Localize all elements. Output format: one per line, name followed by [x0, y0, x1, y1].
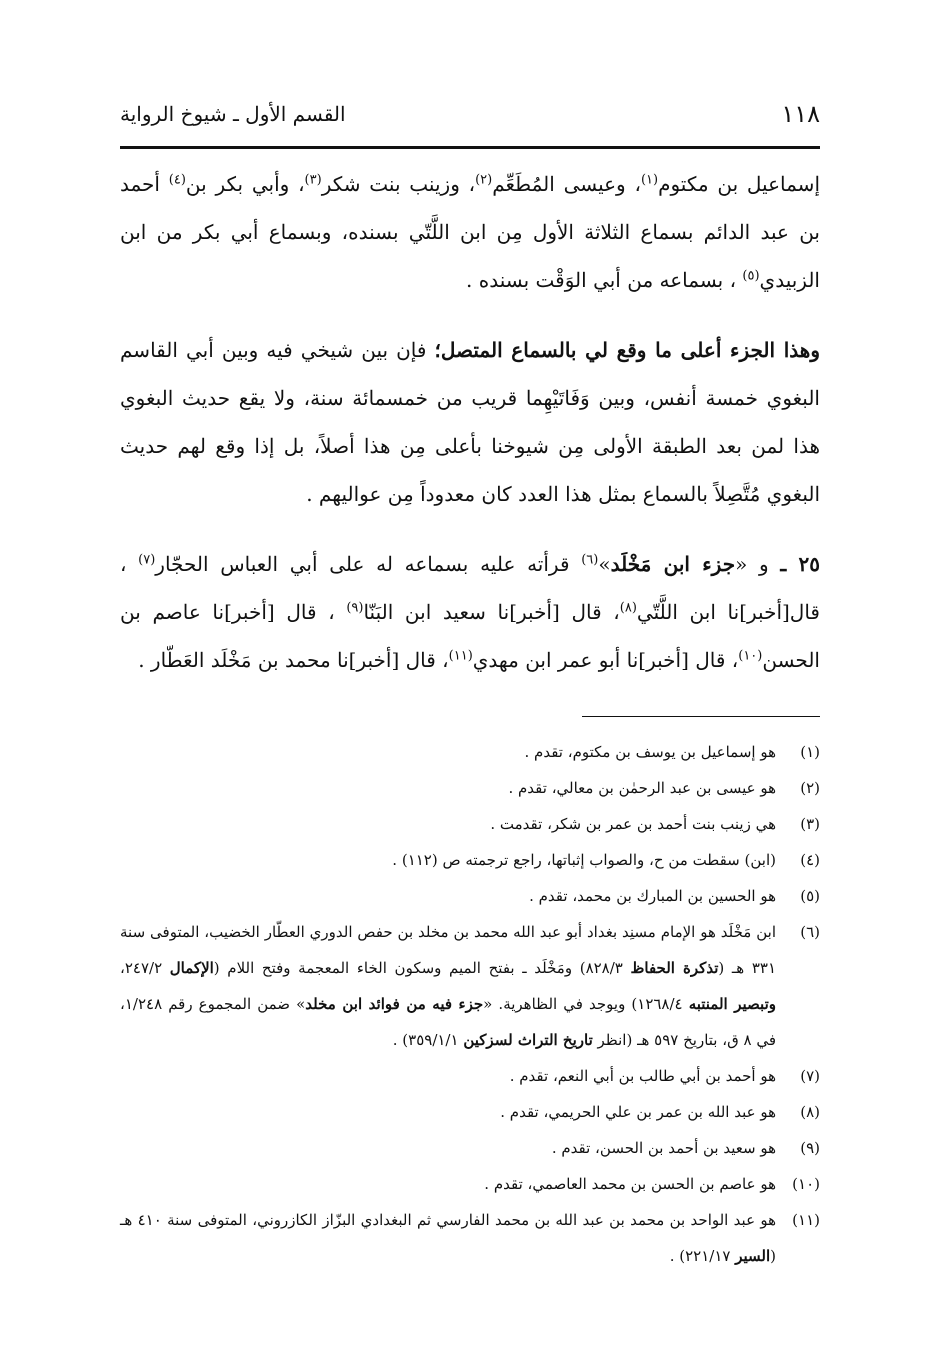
footnotes	[120, 734, 820, 1274]
footnote-rule	[582, 716, 820, 717]
text-run: ، بسماعه من أبي الوَقْت بسنده .	[466, 268, 743, 292]
source-title: تاريخ التراث لسزكين	[463, 1031, 593, 1049]
footnote-text: هو عيسى بن عبد الرحمٰن بن معالي، تقدم .	[508, 779, 776, 797]
footnote-ref: (٣)	[304, 172, 322, 188]
footnote-number: (٦)	[800, 923, 820, 941]
footnote-text: هو سعيد بن أحمد بن الحسن، تقدم .	[551, 1139, 776, 1157]
footnote-ref: (١١)	[448, 648, 473, 664]
source-title: السير	[735, 1247, 771, 1265]
footnote-ref: (٢)	[475, 172, 493, 188]
footnote	[120, 1094, 820, 1130]
footnote	[120, 914, 820, 1058]
page-header	[120, 92, 820, 136]
text-run: ، قال [أخبر]نا محمد بن مَخْلَد العَطّار .	[138, 648, 449, 672]
text-run: »	[598, 552, 611, 576]
footnote	[120, 1058, 820, 1094]
text-run: ٨٢٨/٣) ومَخْلَد ـ بفتح الميم وسكون الخاء المعجمة وفتح اللام (	[213, 959, 631, 977]
footnote	[120, 878, 820, 914]
text-run: ، قال [أخبر]نا أبو عمر ابن مهدي	[472, 648, 739, 672]
text-run: إسماعيل بن مكتوم	[658, 172, 820, 196]
footnote-number: (٥)	[800, 887, 820, 905]
source-title: تذكرة الحفاظ	[630, 959, 719, 977]
footnote-number: (٣)	[800, 815, 820, 833]
text-run: ، قال [أخبر]نا عاصم بن الحسن	[120, 600, 820, 672]
text-run: ، قال[أخبر]نا ابن اللَّتّي	[120, 552, 820, 624]
text-run: و «	[735, 552, 781, 576]
source-title: الإكمال	[169, 959, 214, 977]
footnote-number: (٨)	[800, 1103, 820, 1121]
footnote-number: (١)	[800, 743, 820, 761]
text-run: ، وأبي بكر بن	[185, 172, 305, 196]
text-run: هو عبد الواحد بن محمد بن عبد الله بن محمد الفارسي ثم البغدادي البزّاز الكازروني، المتوفى سنة ٤١٠ هـ (	[120, 1211, 776, 1265]
header-rule	[120, 146, 820, 149]
text-run: ٢٤٧/٢،	[120, 959, 170, 977]
text-run: فإن بين شيخي فيه وبين أبي القاسم البغوي خمسة أنفس، وبين وَفَاتَيْهِما قريب من خمسمائة سنة، ولا يقع حديث البغوي هذا لمن بعد الطبقة الأولى مِن شيوخنا بأعلى مِن هذا أصلاً، بل إذا وقع لهم حديث البغوي مُتَّصِلاً بالسماع بمثل هذا العدد كان معدوداً مِن عواليهم .	[120, 338, 820, 506]
text-run: قرأته عليه بسماعه له على أبي العباس الحجّار	[155, 552, 582, 576]
footnote	[120, 1202, 820, 1274]
footnote-text: (ابن) سقطت من ح، والصواب إثباتها، راجع ترجمته ص (١١٢) .	[392, 851, 776, 869]
footnote	[120, 842, 820, 878]
footnote-ref: (٨)	[619, 600, 637, 616]
text-run: » ضمن المجموع رقم ١/٢٤٨، في ٨ ق، بتاريخ ٥٩٧ هـ (انظر	[120, 995, 776, 1049]
footnote-number: (١١)	[792, 1211, 820, 1229]
footnote-text: هي زينب بنت أحمد بن عمر بن شكر، تقدمت .	[490, 815, 776, 833]
book-title: جزء ابن مَخْلَد	[610, 552, 736, 576]
footnote-ref: (٧)	[138, 552, 156, 568]
text-run: ، قال [أخبر]نا سعيد ابن البَنّا	[363, 600, 620, 624]
running-title: القسم الأول ـ شيوخ الرواية	[120, 102, 346, 126]
footnote-text: هو عبد الله بن عمر بن علي الحريمي، تقدم .	[500, 1103, 776, 1121]
text-run: ٣٥٩/١/١) .	[392, 1031, 464, 1049]
footnote-text	[120, 1202, 776, 1274]
entry-number: ٢٥ ـ	[780, 552, 821, 576]
footnote-ref: (١٠)	[738, 648, 763, 664]
text-run: ابن مَخْلَد هو الإمام مسنِد بغداد أبو عبد الله محمد بن مخلد بن حفص الدوري العطّار الخضيب، المتوفى سنة ٣٣١ هـ (	[120, 923, 776, 977]
source-title: جزء فيه من فوائد ابن مخلد	[305, 995, 484, 1013]
footnote-text	[120, 914, 776, 1058]
footnote-ref: (٥)	[742, 268, 760, 284]
footnote	[120, 1166, 820, 1202]
text-run: ١٢٦٨/٤) ويوجد في الظاهرية. «	[483, 995, 689, 1013]
footnote	[120, 806, 820, 842]
paragraph-3	[120, 540, 820, 684]
bold-lead: وهذا الجزء أعلى ما وقع لي بالسماع المتصل؛	[434, 338, 820, 362]
footnote-number: (٩)	[800, 1139, 820, 1157]
source-title: وتبصير المنتبه	[688, 995, 776, 1013]
footnote-number: (١٠)	[792, 1175, 820, 1193]
paragraph-1	[120, 160, 820, 304]
footnote-text: هو أحمد بن أبي طالب بن أبي النعم، تقدم .	[509, 1067, 776, 1085]
footnote-ref: (٤)	[168, 172, 186, 188]
paragraph-2	[120, 326, 820, 518]
text-run: أحمد بن عبد الدائم بسماع الثلاثة الأول مِن ابن اللَّتّي بسنده، وبسماع أبي بكر من ابن الزبيدي	[120, 172, 820, 292]
footnote-ref: (٦)	[581, 552, 599, 568]
text-run: ، وزينب بنت شكر	[321, 172, 476, 196]
footnote-number: (٢)	[800, 779, 820, 797]
footnote-number: (٧)	[800, 1067, 820, 1085]
footnote	[120, 734, 820, 770]
footnote-ref: (٩)	[346, 600, 364, 616]
text-run: ٢٢١/١٧) .	[669, 1247, 736, 1265]
footnote-number: (٤)	[800, 851, 820, 869]
footnote	[120, 770, 820, 806]
footnote-ref: (١)	[640, 172, 659, 188]
footnote-text: هو إسماعيل بن يوسف بن مكتوم، تقدم .	[524, 743, 776, 761]
main-text	[120, 160, 820, 698]
footnote	[120, 1130, 820, 1166]
footnote-text: هو الحسين بن المبارك بن محمد، تقدم .	[529, 887, 776, 905]
footnote-text: هو عاصم بن الحسن بن محمد العاصمي، تقدم .	[484, 1175, 776, 1193]
text-run: ، وعيسى المُطَعِّم	[492, 172, 641, 196]
page-number: ١١٨	[781, 100, 820, 128]
